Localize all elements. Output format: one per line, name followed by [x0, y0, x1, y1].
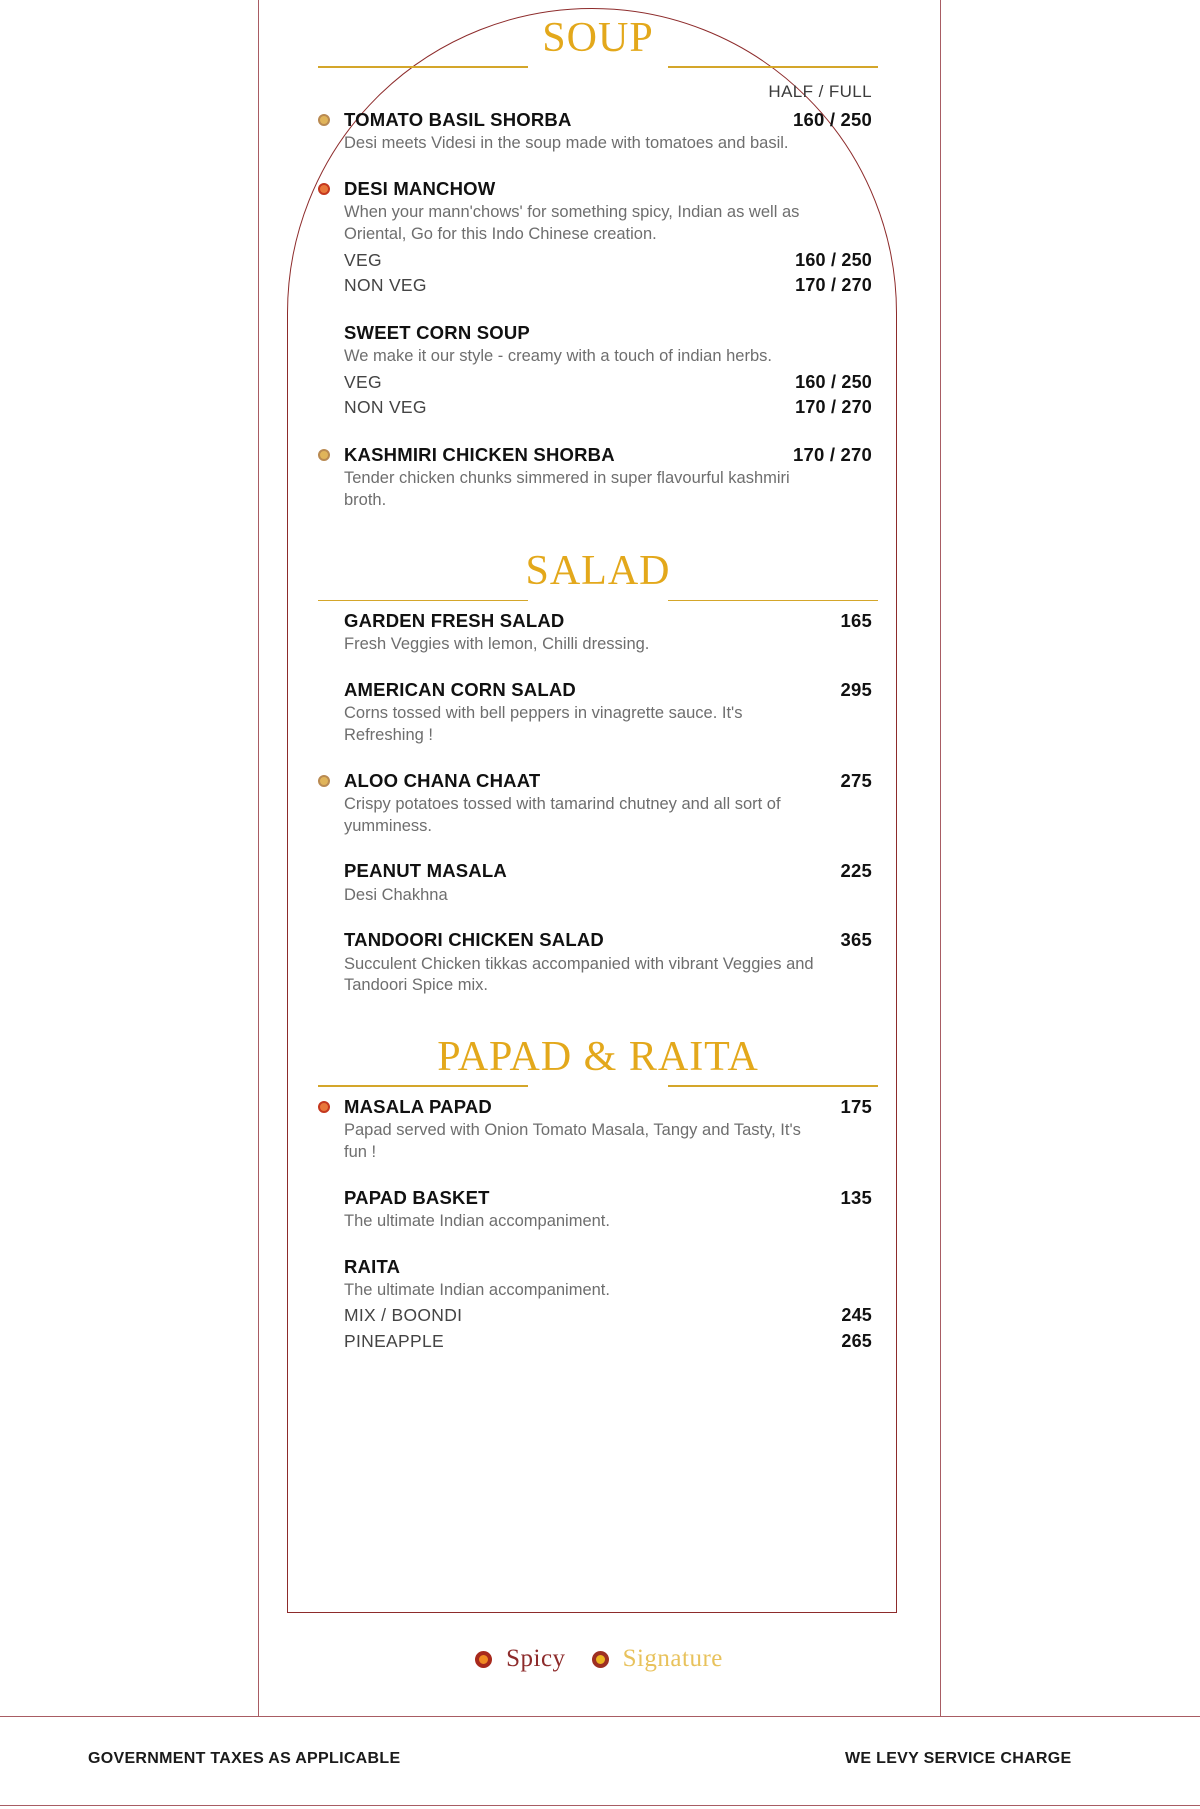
variant-price: 245 — [841, 1305, 872, 1326]
menu-item-price: 295 — [840, 679, 872, 701]
section-title: SALAD — [525, 548, 671, 595]
signature-marker-icon — [318, 449, 330, 461]
signature-marker-icon — [592, 1651, 609, 1668]
menu-content — [318, 0, 878, 1377]
right-vertical-rule — [940, 0, 941, 1716]
spicy-marker-icon — [475, 1651, 492, 1668]
variant-price: 160 / 250 — [795, 371, 872, 392]
section-header — [318, 1019, 878, 1095]
variant-label: VEG — [344, 371, 382, 392]
menu-item-description: Fresh Veggies with lemon, Chilli dressing. — [344, 635, 650, 654]
menu-item-name: PEANUT MASALA — [344, 860, 507, 882]
variant-price: 265 — [841, 1331, 872, 1352]
menu-item-row — [344, 1186, 878, 1209]
section-title-rules — [318, 66, 878, 68]
menu-item — [318, 443, 878, 512]
menu-item-description: Succulent Chicken tikkas accompanied with vibrant Veggies and Tandoori Spice mix. — [344, 954, 814, 995]
menu-item-description: Desi Chakhna — [344, 885, 448, 904]
section-title: SOUP — [542, 15, 654, 61]
menu-item — [318, 1186, 878, 1233]
footer-note-right: WE LEVY SERVICE CHARGE — [845, 1750, 1072, 1767]
menu-item — [318, 321, 878, 421]
section-title: PAPAD & RAITA — [437, 1034, 759, 1081]
menu-item-price: 170 / 270 — [793, 443, 872, 465]
left-vertical-rule — [258, 0, 259, 1716]
menu-item-name: PAPAD BASKET — [344, 1186, 490, 1208]
menu-item-row — [344, 108, 878, 131]
menu-item-price: 165 — [840, 610, 872, 632]
menu-item-variant-row — [344, 395, 878, 421]
menu-item-name: AMERICAN CORN SALAD — [344, 679, 576, 701]
menu-item-name: GARDEN FRESH SALAD — [344, 610, 565, 632]
legend — [258, 1645, 940, 1673]
menu-item — [318, 859, 878, 906]
legend-entry-spicy — [475, 1645, 565, 1673]
menu-item-price: 275 — [840, 769, 872, 791]
spicy-marker-icon — [318, 183, 330, 195]
menu-item-row — [344, 678, 878, 701]
menu-item-description: Corns tossed with bell peppers in vinagrette sauce. It's Refreshing ! — [344, 704, 743, 745]
rule-right — [668, 1085, 878, 1087]
menu-item — [318, 678, 878, 747]
menu-item-name: KASHMIRI CHICKEN SHORBA — [344, 443, 615, 465]
rule-left — [318, 1085, 528, 1087]
footer-top-rule — [0, 1716, 1200, 1717]
variant-price: 160 / 250 — [795, 249, 872, 270]
section-header — [318, 533, 878, 609]
menu-item-variant-row — [344, 273, 878, 299]
menu-item-price: 135 — [840, 1186, 872, 1208]
menu-item-row — [344, 177, 878, 200]
menu-section — [318, 0, 878, 511]
menu-item-name: MASALA PAPAD — [344, 1096, 492, 1118]
menu-item-row — [344, 1095, 878, 1118]
menu-item-name: SWEET CORN SOUP — [344, 321, 530, 343]
menu-item — [318, 769, 878, 838]
menu-item-price: 225 — [840, 860, 872, 882]
menu-item-description: Desi meets Videsi in the soup made with tomatoes and basil. — [344, 134, 789, 153]
variant-label: PINEAPPLE — [344, 1331, 444, 1352]
menu-item-description: When your mann'chows' for something spicy, Indian as well as Oriental, Go for this Indo Chinese creation. — [344, 203, 800, 243]
menu-item-name: TOMATO BASIL SHORBA — [344, 109, 572, 130]
menu-item-variant-row — [344, 1329, 878, 1355]
menu-item-row — [344, 1255, 878, 1278]
legend-label: Signature — [622, 1645, 723, 1672]
menu-item-variants — [344, 1303, 878, 1354]
menu-item — [318, 177, 878, 299]
section-title-rules — [318, 1085, 878, 1087]
menu-item-row — [344, 609, 878, 632]
menu-item-description: The ultimate Indian accompaniment. — [344, 1280, 610, 1299]
menu-item-variant-row — [344, 370, 878, 396]
variant-price: 170 / 270 — [795, 397, 872, 418]
menu-item-row — [344, 769, 878, 792]
menu-item-name: ALOO CHANA CHAAT — [344, 769, 541, 791]
legend-label: Spicy — [506, 1645, 566, 1672]
menu-item-price: 160 / 250 — [793, 109, 872, 130]
variant-price: 170 / 270 — [795, 275, 872, 296]
section-header — [318, 0, 878, 76]
menu-item-name: DESI MANCHOW — [344, 177, 496, 199]
signature-marker-icon — [318, 114, 330, 126]
menu-item-variants — [344, 370, 878, 421]
menu-item — [318, 609, 878, 656]
menu-item-description: Tender chicken chunks simmered in super flavourful kashmiri broth. — [344, 468, 790, 509]
rule-left — [318, 600, 528, 602]
menu-section — [318, 533, 878, 997]
menu-item — [318, 1095, 878, 1164]
variant-label: MIX / BOONDI — [344, 1305, 463, 1326]
menu-item-row — [344, 859, 878, 882]
menu-item-name: RAITA — [344, 1255, 401, 1277]
menu-item-row — [344, 928, 878, 951]
menu-section — [318, 1019, 878, 1355]
signature-marker-icon — [318, 775, 330, 787]
menu-item-description: We make it our style - creamy with a touch of indian herbs. — [344, 346, 772, 365]
section-title-rules — [318, 600, 878, 602]
menu-item-description: The ultimate Indian accompaniment. — [344, 1211, 610, 1230]
menu-item-variants — [344, 248, 878, 299]
menu-item-description: Crispy potatoes tossed with tamarind chutney and all sort of yumminess. — [344, 794, 781, 835]
menu-item-row — [344, 443, 878, 466]
menu-item — [318, 928, 878, 997]
legend-entry-signature — [592, 1645, 723, 1673]
menu-item — [318, 1255, 878, 1355]
menu-item — [318, 108, 878, 155]
menu-item-name: TANDOORI CHICKEN SALAD — [344, 929, 604, 951]
menu-item-price: 175 — [840, 1096, 872, 1118]
variant-label: VEG — [344, 249, 382, 270]
footer-bottom-rule — [0, 1805, 1200, 1806]
rule-right — [668, 66, 878, 68]
menu-item-row — [344, 321, 878, 344]
variant-label: NON VEG — [344, 275, 427, 296]
menu-item-price: 365 — [840, 929, 872, 951]
menu-item-variant-row — [344, 248, 878, 274]
spicy-marker-icon — [318, 1101, 330, 1113]
menu-item-description: Papad served with Onion Tomato Masala, Tangy and Tasty, It's fun ! — [344, 1121, 801, 1161]
rule-right — [668, 600, 878, 602]
rule-left — [318, 66, 528, 68]
price-column-header: HALF / FULL — [768, 82, 872, 101]
menu-item-variant-row — [344, 1303, 878, 1329]
footer-note-left: GOVERNMENT TAXES AS APPLICABLE — [88, 1750, 401, 1767]
variant-label: NON VEG — [344, 397, 427, 418]
